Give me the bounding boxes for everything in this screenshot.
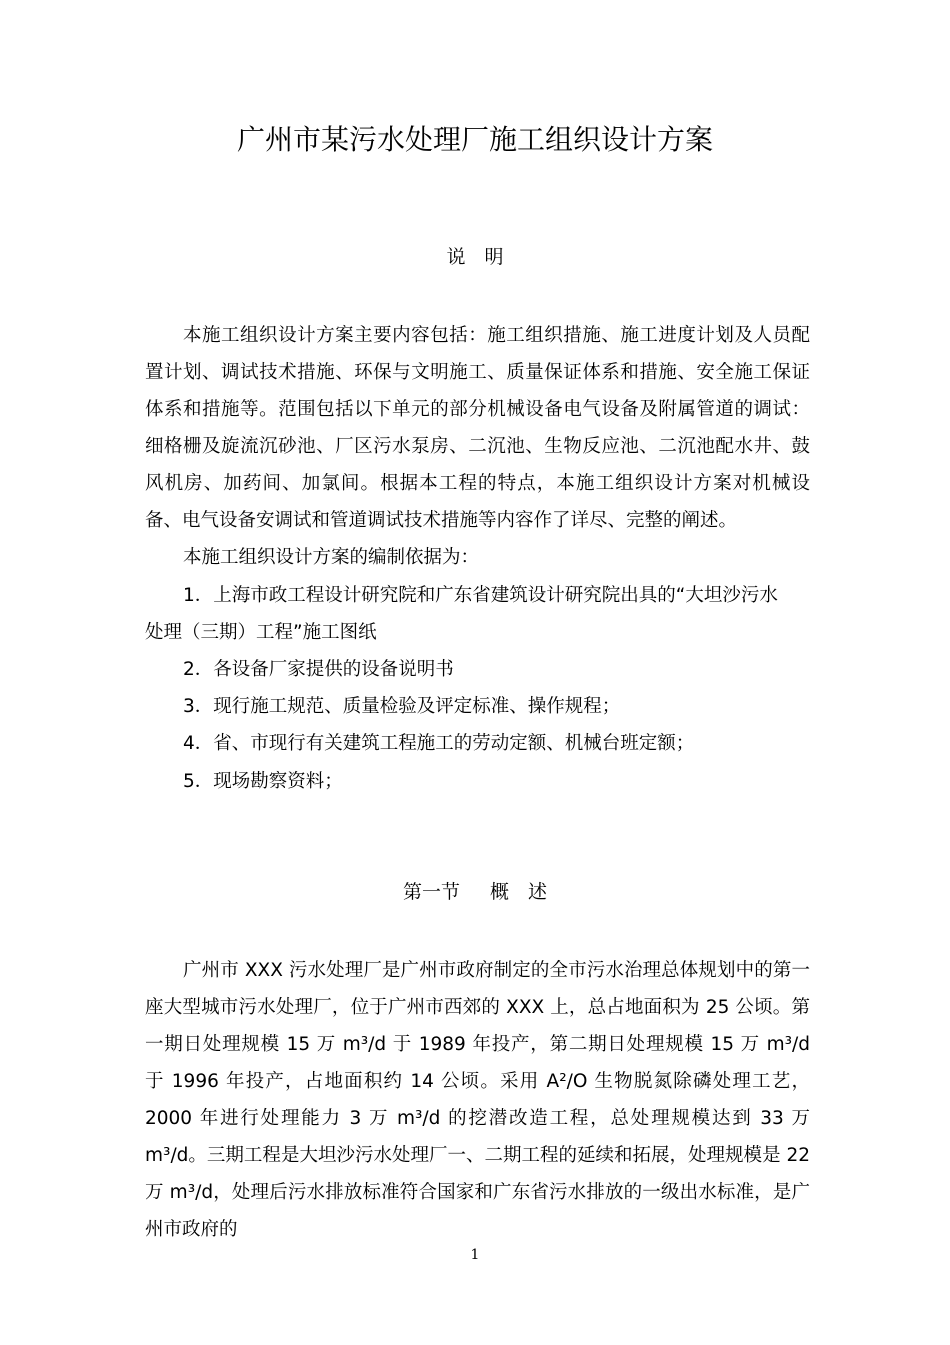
page-number: 1: [470, 1247, 480, 1263]
document-title: 广州市某污水处理厂施工组织设计方案: [236, 123, 713, 156]
basis-item-1-line-2: 处理（三期）工程”施工图纸: [145, 622, 377, 643]
basis-item-4: 4．省、市现行有关建筑工程施工的劳动定额、机械台班定额；: [183, 733, 695, 754]
basis-item-2: 2．各设备厂家提供的设备说明书: [183, 659, 454, 680]
section-1-heading: [0, 877, 950, 907]
intro-heading: 说 明: [446, 246, 504, 268]
basis-intro: 本施工组织设计方案的编制依据为：: [183, 547, 480, 568]
basis-item-3: 3．现行施工规范、质量检验及评定标准、操作规程；: [183, 696, 621, 717]
basis-item-1-line-1: 1．上海市政工程设计研究院和广东省建筑设计研究院出具的“大坦沙污水: [183, 585, 778, 606]
section-1-title: 概 述: [490, 881, 548, 903]
section-1-label: 第一节: [402, 881, 460, 903]
intro-paragraph: 本施工组织设计方案主要内容包括：施工组织措施、施工进度计划及人员配置计划、调试技术措施、环保与文明施工、质量保证体系和措施、安全施工保证体系和措施等。范围包括以下单元的部分机械设备电气设备及附属管道的调试：细格栅及旋流沉砂池、厂区污水泵房、二沉池、生物反应池、二沉池配水井、鼓风机房、加药间、加氯间。根据本工程的特点，本施工组织设计方案对机械设备、电气设备安调试和管道调试技术措施等内容作了详尽、完整的阐述。: [145, 325, 810, 531]
basis-item-5: 5．现场勘察资料；: [183, 771, 343, 792]
section-1-paragraph: 广州市 XXX 污水处理厂是广州市政府制定的全市污水治理总体规划中的第一座大型城市污水处理厂，位于广州市西郊的 XXX 上，总占地面积为 25 公顷。第一期日处理规模 15 万 m³/d 于 1989 年投产，第二期日处理规模 15 万 m³/d 于 1996 年投产，占地面积约 14 公顷。采用 A²/O 生物脱氮除磷处理工艺，2000 年进行处理能力 3 万 m³/d 的挖潜改造工程，总处理规模达到 33 万 m³/d。三期工程是大坦沙污水处理厂一、二期工程的延续和拓展，处理规模是 22 万 m³/d，处理后污水排放标准符合国家和广东省污水排放的一级出水标准，是广州市政府的: [145, 960, 810, 1240]
